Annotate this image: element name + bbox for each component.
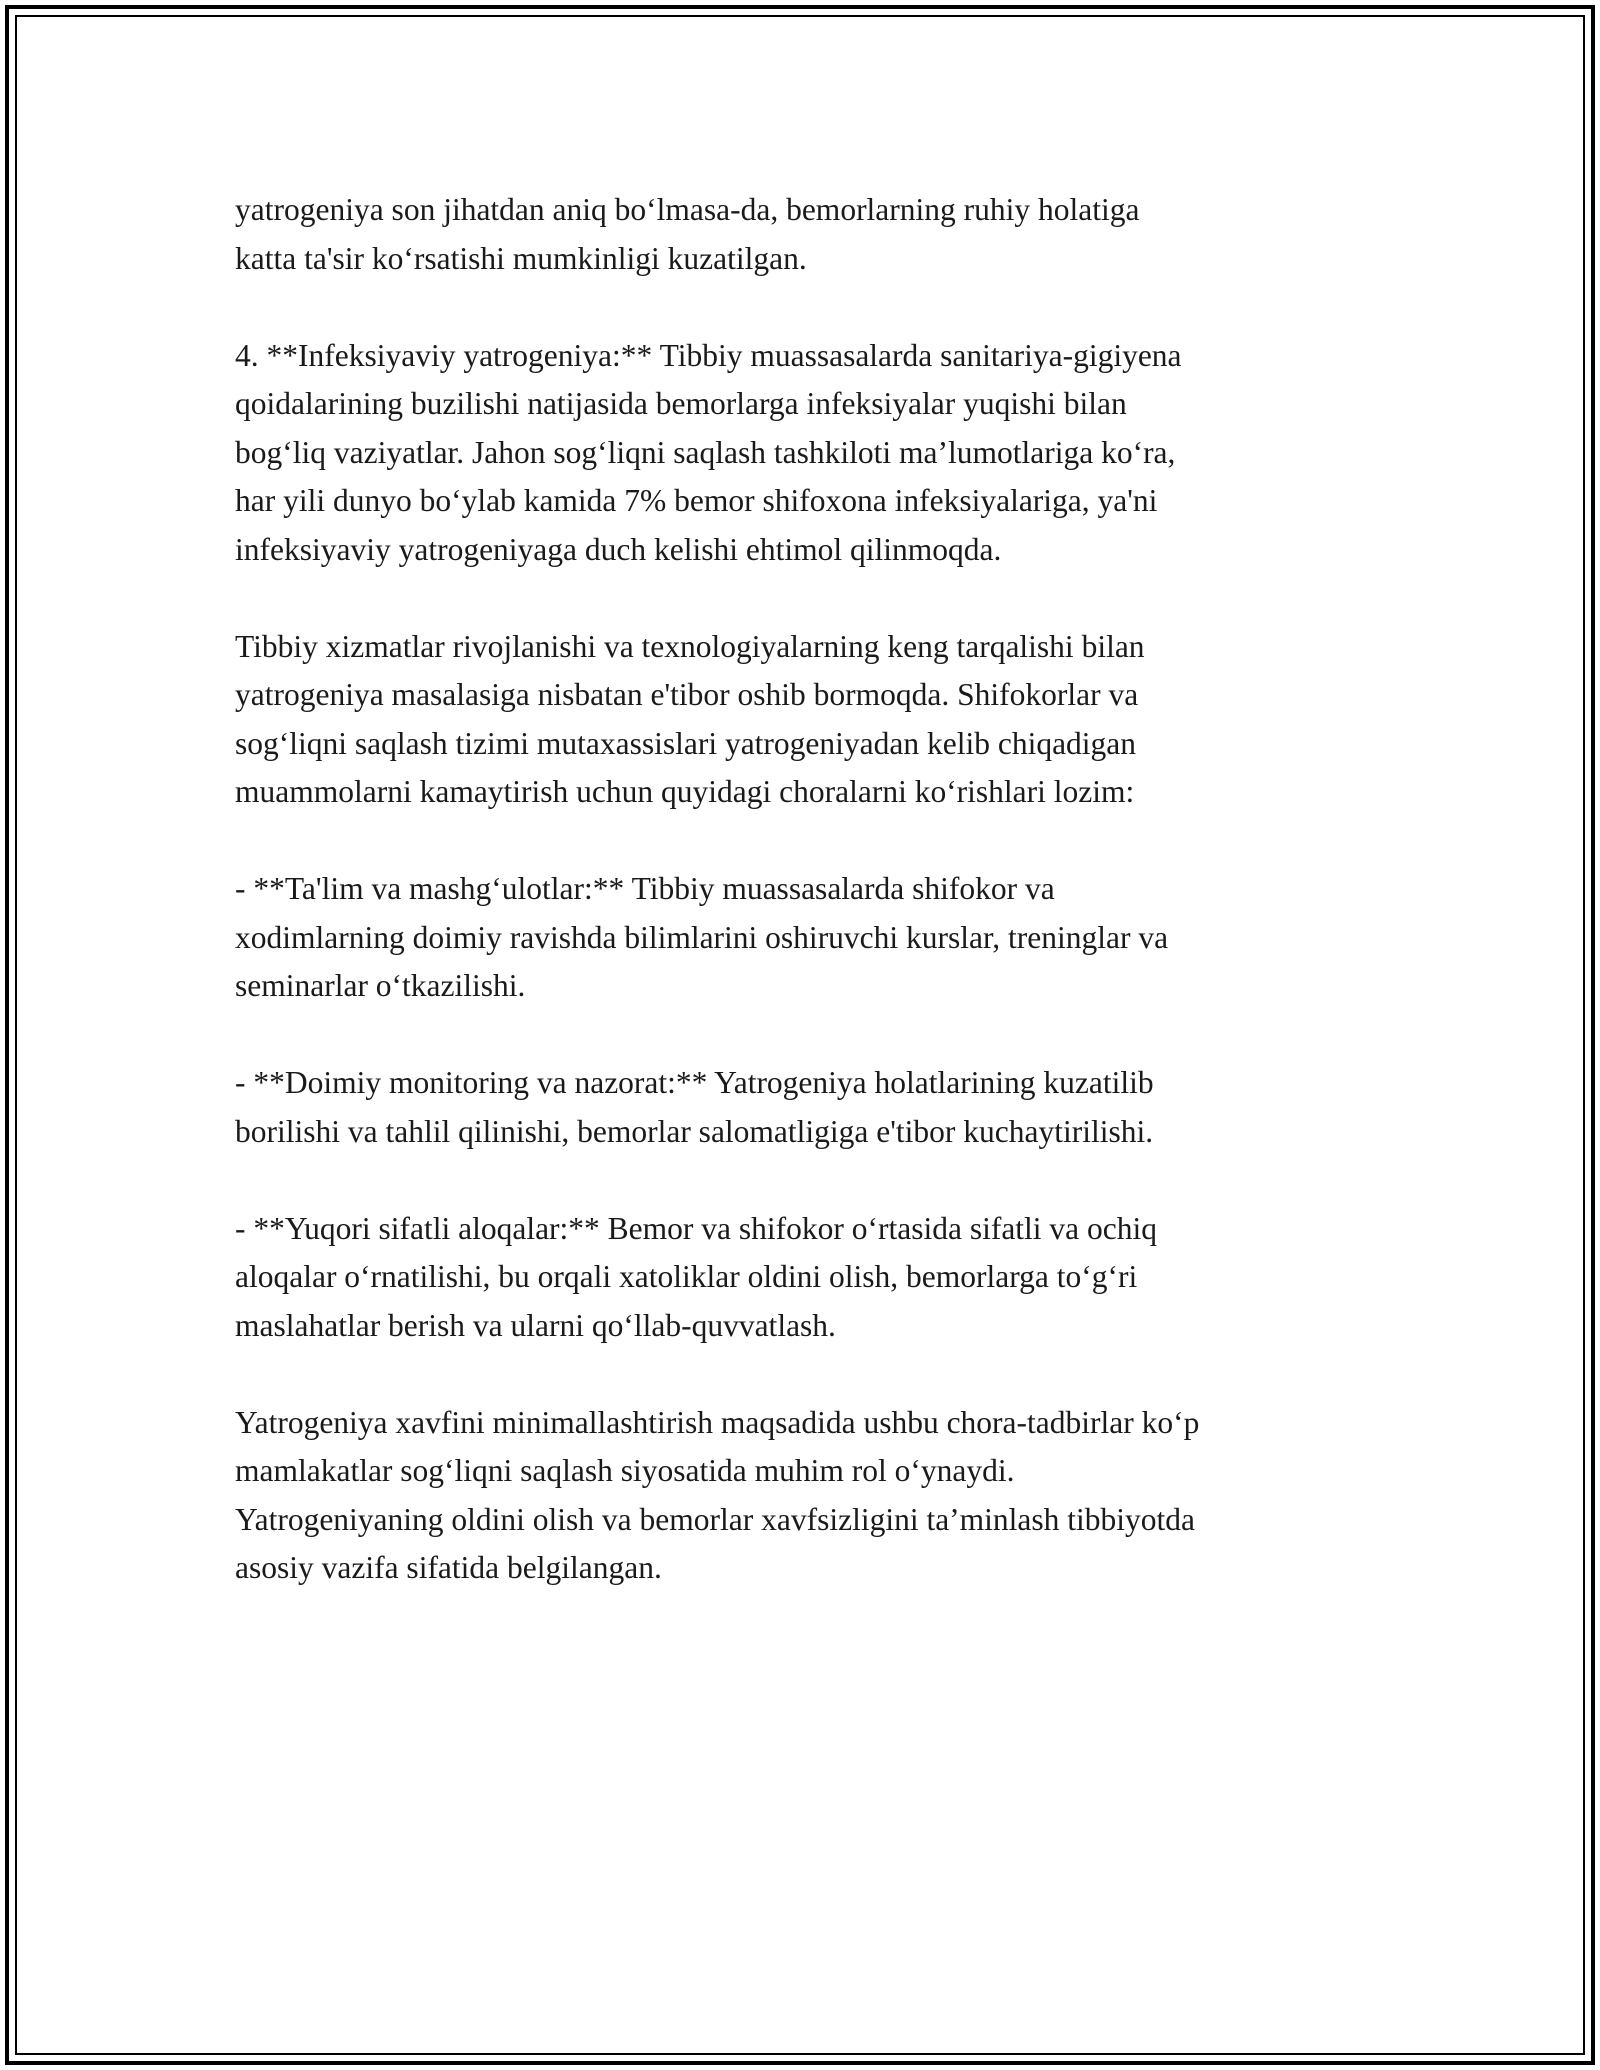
text-line: Tibbiy xizmatlar rivojlanishi va texnologiyalarning keng tarqalishi bilan (235, 628, 1145, 664)
text-line: mamlakatlar sog‘liqni saqlash siyosatida muhim rol o‘ynaydi. (235, 1453, 1015, 1488)
paragraph-infectious-iatrogeny (235, 332, 1385, 575)
paragraph-conclusion (235, 1399, 1385, 1593)
paragraph-continuation (235, 186, 1385, 283)
text-line: yatrogeniya son jihatdan aniq bo‘lmasa-da, bemorlarning ruhiy holatiga (235, 192, 1140, 227)
paragraph-measures-intro (235, 623, 1385, 817)
text-line: bog‘liq vaziyatlar. Jahon sog‘liqni saqlash tashkiloti ma’lumotlariga ko‘ra, (235, 434, 1176, 470)
list-item-communication (235, 1205, 1385, 1351)
text-line: infeksiyaviy yatrogeniyaga duch kelishi ehtimol qilinmoqda. (235, 531, 1002, 567)
text-line: har yili dunyo bo‘ylab kamida 7% bemor shifoxona infeksiyalariga, ya'ni (235, 483, 1158, 518)
text-line: maslahatlar berish va ularni qo‘llab-quvvatlash. (235, 1307, 836, 1343)
text-line: 4. **Infeksiyaviy yatrogeniya:** Tibbiy muassasalarda sanitariya-gigiyena (235, 337, 1182, 373)
text-line: qoidalarining buzilishi natijasida bemorlarga infeksiyalar yuqishi bilan (235, 386, 1127, 421)
text-line: sog‘liqni saqlash tizimi mutaxassislari yatrogeniyadan kelib chiqadigan (235, 725, 1137, 761)
text-line: Yatrogeniyaning oldini olish va bemorlar xavfsizligini ta’minlash tibbiyotda (235, 1501, 1196, 1537)
list-item-monitoring (235, 1059, 1385, 1156)
text-line: yatrogeniya masalasiga nisbatan e'tibor oshib bormoqda. Shifokorlar va (235, 677, 1139, 712)
text-line: Yatrogeniya xavfini minimallashtirish maqsadida ushbu chora-tadbirlar ko‘p (235, 1404, 1200, 1440)
text-line: muammolarni kamaytirish uchun quyidagi choralarni ko‘rishlari lozim: (235, 774, 1135, 809)
text-line: seminarlar o‘tkazilishi. (235, 968, 526, 1003)
text-line: aloqalar o‘rnatilishi, bu orqali xatoliklar oldini olish, bemorlarga to‘g‘ri (235, 1259, 1138, 1294)
text-line: - **Doimiy monitoring va nazorat:** Yatrogeniya holatlarining kuzatilib (235, 1065, 1154, 1100)
text-line: - **Ta'lim va mashg‘ulotlar:** Tibbiy muassasalarda shifokor va (235, 871, 1055, 906)
list-item-training (235, 865, 1385, 1011)
text-line: katta ta'sir ko‘rsatishi mumkinligi kuzatilgan. (235, 240, 807, 276)
text-line: borilishi va tahlil qilinishi, bemorlar salomatligiga e'tibor kuchaytirilishi. (235, 1113, 1154, 1149)
text-line: asosiy vazifa sifatida belgilangan. (235, 1550, 662, 1585)
text-line: xodimlarning doimiy ravishda bilimlarini oshiruvchi kurslar, treninglar va (235, 919, 1169, 955)
document-body (235, 186, 1385, 1641)
text-line: - **Yuqori sifatli aloqalar:** Bemor va shifokor o‘rtasida sifatli va ochiq (235, 1210, 1158, 1246)
